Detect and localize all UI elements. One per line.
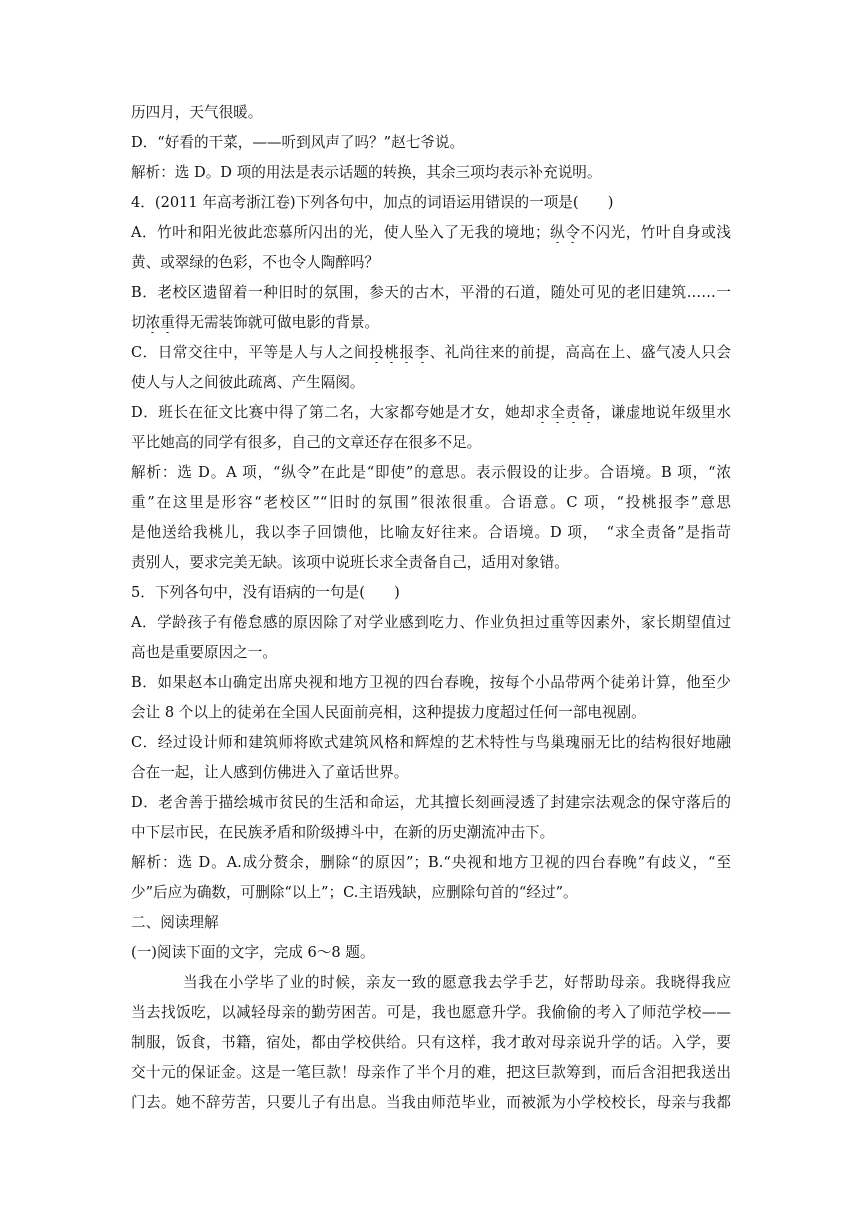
text-line: 解析：选 D。A.成分赘余，删除“的原因”；B.“央视和地方卫视的四台春晚”有歧义，“至 (131, 854, 731, 871)
text-line: 使人与人之间彼此疏离、产生隔阂。 (131, 374, 365, 391)
text-line: 高也是重要原因之一。 (131, 644, 277, 661)
emphasis-char: 浓 (145, 314, 161, 331)
question-4-option-a: A．竹叶和阳光彼此恋慕所闪出的光，使人坠入了无我的境地；纵令不闪光，竹叶自身或浅 (131, 224, 731, 241)
text-line: 合在一起，让人感到仿佛进入了童话世界。 (131, 764, 409, 781)
text-line: 解析：选 D。D 项的用法是表示话题的转换，其余三项均表示补充说明。 (131, 164, 602, 181)
question-5-stem: 5．下列各句中，没有语病的一句是( ) (131, 584, 400, 601)
emphasis-char: 桃 (384, 344, 400, 361)
text-line: B．如果赵本山确定出席央视和地方卫视的四台春晚，按每个小品带两个徒弟计算，他至少 (131, 674, 731, 691)
text-line: 责别人，要求完美无缺。该项中说班长求全责备自己，适用对象错。 (131, 554, 569, 571)
text-line: D．“好看的干菜，——听到风声了吗？”赵七爷说。 (131, 134, 465, 151)
emphasis-char: 求 (535, 404, 551, 421)
text-line: 会让 8 个以上的徒弟在全国人民面前亮相，这种提拔力度超过任何一部电视剧。 (131, 704, 646, 721)
text-line: 历四月，天气很暖。 (131, 104, 263, 121)
emphasis-char: 全 (550, 404, 566, 421)
emphasis-char: 李 (414, 344, 430, 361)
emphasis-char: 重 (160, 314, 175, 331)
emphasis-char: 纵 (549, 224, 566, 241)
emphasis-char: 令 (565, 224, 581, 241)
question-4-option-d: D．班长在征文比赛中得了第二名，大家都夸她是才女，她却求全责备，谦虚地说年级里水 (131, 404, 731, 421)
emphasis-char: 报 (399, 344, 415, 361)
passage-line: 当去找饭吃，以减轻母亲的勤劳困苦。可是，我也愿意升学。我偷偷的考入了师范学校—— (131, 1004, 731, 1021)
text-line: D．老舍善于描绘城市贫民的生活和命运，尤其擅长刻画浸透了封建宗法观念的保守落后的 (131, 794, 731, 811)
text-line: A．学龄孩子有倦怠感的原因除了对学业感到吃力、作业负担过重等因素外，家长期望值过 (131, 614, 731, 631)
text-line: 黄、或翠绿的色彩，不也令人陶醉吗？ (131, 254, 380, 271)
text-line: 解析：选 D。A 项，“纵令”在此是“即使”的意思。表示假设的让步。合语境。B 项，“浓 (131, 464, 731, 481)
question-4-option-b: B．老校区遗留着一种旧时的氛围，参天的古木，平滑的石道，随处可见的老旧建筑……一 (131, 284, 731, 301)
emphasis-char: 备 (580, 404, 596, 421)
passage-line: 交十元的保证金。这是一笔巨款！母亲作了半个月的难，把这巨款筹到，而后含泪把我送出 (131, 1064, 731, 1081)
passage-line: 门去。她不辞劳苦，只要儿子有出息。当我由师范毕业，而被派为小学校校长，母亲与我都 (131, 1094, 731, 1111)
question-4-option-b-cont: 切浓重得无需装饰就可做电影的背景。 (131, 314, 380, 331)
section-heading: 二、阅读理解 (131, 914, 219, 931)
question-4-option-c: C．日常交往中，平等是人与人之间投桃报李、礼尚往来的前提，高高在上、盛气凌人只会 (131, 344, 731, 361)
question-4-stem: 4．(2011 年高考浙江卷)下列各句中，加点的词语运用错误的一项是( ) (131, 194, 614, 211)
passage-line: 制服，饭食，书籍，宿处，都由学校供给。只有这样，我才敢对母亲说升学的话。入学，要 (131, 1034, 731, 1051)
emphasis-char: 责 (565, 404, 581, 421)
text-line: 少”后应为确数，可删除“以上”；C.主语残缺，应删除句首的“经过”。 (131, 884, 578, 901)
passage-line: 当我在小学毕了业的时候，亲友一致的愿意我去学手艺，好帮助母亲。我晓得我应 (183, 974, 731, 991)
text-line: C．经过设计师和建筑师将欧式建筑风格和辉煌的艺术特性与鸟巢瑰丽无比的结构很好地融 (131, 734, 731, 751)
text-line: 是他送给我桃儿，我以李子回馈他，比喻友好往来。合语境。D 项， “求全责备”是指苛 (131, 524, 731, 541)
reading-instruction: (一)阅读下面的文字，完成 6～8 题。 (131, 944, 375, 961)
emphasis-char: 投 (369, 344, 385, 361)
text-line: 中下层市民，在民族矛盾和阶级搏斗中，在新的历史潮流冲击下。 (131, 824, 555, 841)
text-line: 重”在这里是形容“老校区”“旧时的氛围”很浓很重。合语意。C 项，“投桃报李”意思 (131, 494, 731, 511)
text-line: 平比她高的同学有很多，自己的文章还存在很多不足。 (131, 434, 482, 451)
